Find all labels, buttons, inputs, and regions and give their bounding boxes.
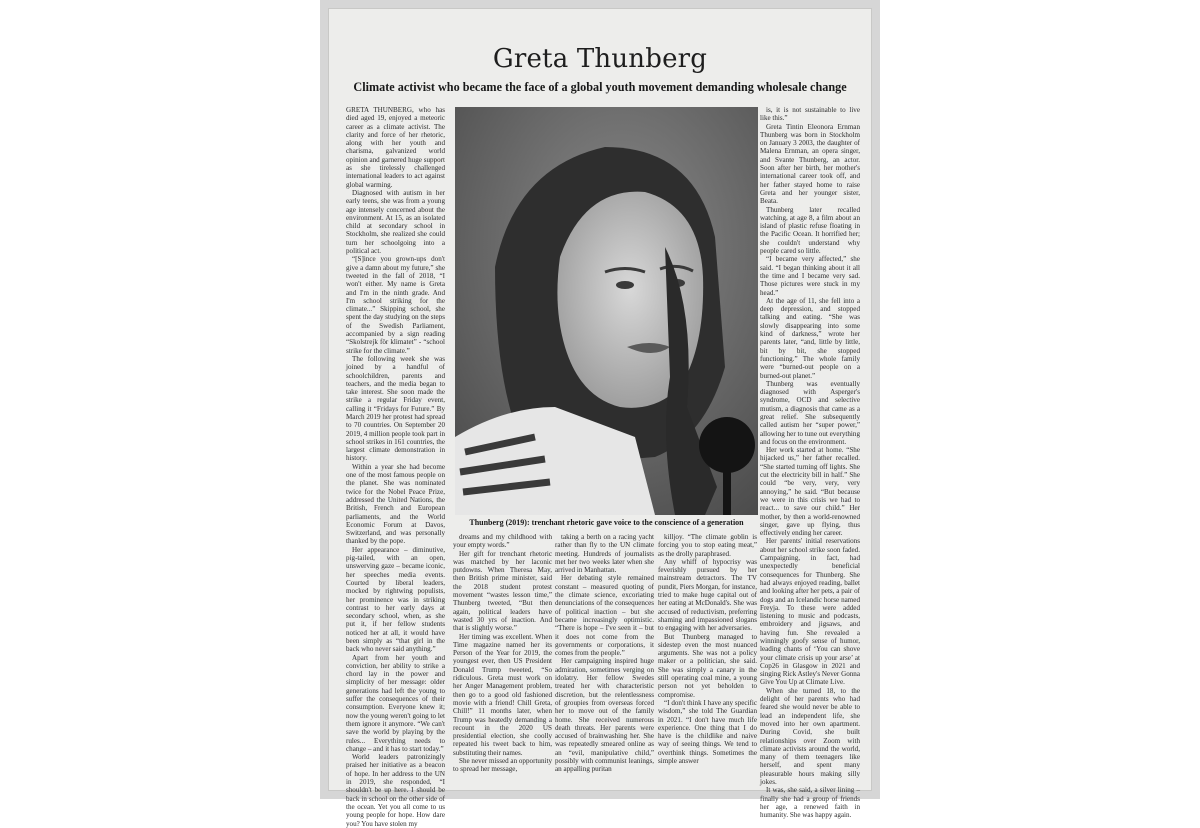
newspaper-page	[328, 8, 872, 828]
article-paragraph: But Thunberg managed to sidestep even the most nuanced arguments. She was not a policy maker or a politician, she said. She was simply a canary in the still operating coal mine, a young person not yet beholden to compromise.	[658, 632, 757, 699]
article-paragraph: Her parents' initial reservations about her school strike soon faded. Campaigning, in fact, had unexpectedly beneficial consequences for Thunberg. She had always enjoyed reading, ballet and looking after her pets, a pair of dogs and an Icelandic horse named Freyja. To these were added listening to music and podcasts, embroidery and jigsaws, and having fun. She revealed a winningly goofy sense of humor, leading chants of ‘You can shove your climate crisis up your arse’ at Cop26 in Glasgow in 2021 and singing Rick Astley's Never Gonna Give You Up at Climate Live.	[760, 537, 860, 687]
article-paragraph: The following week she was joined by a handful of schoolchildren, parents and teachers, and the media began to take interest. She soon made the strike a regular Friday event, calling it “Fridays for Future.” By March 2019 her protest had spread to 70 countries. On September 20 2019, 4 million people took part in school strikes in 161 countries, the largest climate demonstration in history.	[346, 354, 445, 463]
article-paragraph: “I don't think I have any specific wisdom,” she told The Guardian in 2021. “I don't have much life experience. One thing that I do have is the childlike and naive way of seeing things. We tend to overthink things. Sometimes the simple answer	[658, 698, 757, 766]
article-paragraph: Diagnosed with autism in her early teens, she was from a young age intensely concerned about the environment. At 15, as an isolated child at secondary school in Stockholm, she realized she could turn her schoolgoing into a political act.	[346, 188, 445, 256]
article-paragraph: “[S]ince you grown-ups don't give a damn about my future,” she tweeted in the fall of 2018, “I won't either. My name is Greta and I'm in the ninth grade. And I'm school striking for the climate...” Skipping school, she spent the day studying on the steps of the Swedish Parliament, accompanied by a sign reading “Skolstrejk för klimatet” - “school strike for the climate.”	[346, 255, 445, 355]
article-paragraph: World leaders patronizingly praised her initiative as a beacon of hope. In her address to the UN in 2019, she responded, “I shouldn't be up here. I should be back in school on the other side of the ocean. Yet you all come to us young people for hope. How dare you? You have stolen my	[346, 753, 445, 828]
article-paragraph: dreams and my childhood with your empty words.”	[453, 533, 552, 550]
article-paragraph: Thunberg later recalled watching, at age 8, a film about an island of plastic refuse floating in the Pacific Ocean. It horrified her; she couldn't understand why people cared so little.	[760, 205, 860, 256]
article-paragraph: Her debating style remained constant – measured quoting of the climate science, excoriating denunciations of the consequences of political inaction – but she became increasingly optimistic. “There is hope – I've seen it – but it does not come from the governments or corporations, it comes from the people.”	[555, 574, 654, 658]
article-paragraph: At the age of 11, she fell into a deep depression, and stopped talking and eating. “She was slowly disappearing into some kind of darkness,” wrote her parents later, “and, little by little, bit by bit, she stopped functioning.” The whole family were “burned-out people on a burned-out planet.”	[760, 296, 860, 380]
article-paragraph: Her timing was excellent. When Time magazine named her its Person of the Year for 2019, the youngest ever, then US President Donald Trump tweeted, “So ridiculous. Greta must work on her Anger Management problem, then go to a good old fashioned movie with a friend! Chill Greta, Chill!” 11 months later, when Trump was heatedly demanding a recount in the 2020 US presidential election, she coolly repeated his tweet back to him, substituting their names.	[453, 632, 552, 757]
article-paragraph: Her appearance – diminutive, pig-tailed, with an open, unswerving gaze – became iconic, her speeches media events. Courted by liberal leaders, mocked by rightwing populists, her prominence was in striking contrast to her early days at secondary school, when, as she put it, if her fellow students noticed her at all, it would have been simply as “that girl in the back who never said anything.”	[346, 545, 445, 654]
article-paragraph: killjoy. “The climate goblin is forcing you to stop eating meat,” as the drolly paraphrased.	[658, 533, 757, 558]
article-paragraph: Her campaigning inspired huge admiration, sometimes verging on idolatry. Her fellow Swedes treated her with characteristic discretion, but the relentlessness of groupies from overseas forced her to move out of the family home. She received numerous death threats. Her parents were accused of brainwashing her. She was repeatedly smeared online as an “evil, manipulative child,” possibly with communist leanings, an appalling puritan	[555, 657, 654, 774]
article-paragraph: taking a berth on a racing yacht rather than fly to the UN climate meeting. Hundreds of journalists met her two weeks later when she arrived in Manhattan.	[555, 533, 654, 575]
article-paragraph: Greta Tintin Eleonora Ernman Thunberg was born in Stockholm on January 3 2003, the daughter of Malena Ernman, an opera singer, and Svante Thunberg, an actor. Soon after her birth, her mother's international career took off, and her father stayed home to raise Greta and her younger sister, Beata.	[760, 122, 860, 206]
article-paragraph: “I became very affected,” she said. “I began thinking about it all the time and I became very sad. Those pictures were stuck in my head.”	[760, 255, 860, 297]
article-paragraph: When she turned 18, to the delight of her parents who had feared she would never be able to lead an independent life, she moved into her own apartment. During Covid, she built relationships over Zoom with climate activists around the world, many of them teenagers like herself, and spent many pleasurable hours making silly jokes.	[760, 686, 860, 787]
article-column-2	[453, 533, 552, 774]
article-headline: Greta Thunberg	[492, 44, 708, 74]
portrait-illustration	[455, 107, 758, 515]
photo-caption: Thunberg (2019): trenchant rhetoric gave voice to the conscience of a generation	[469, 518, 744, 527]
article-column-3	[555, 533, 654, 774]
article-column-4	[658, 533, 757, 766]
article-column-1	[346, 106, 445, 828]
article-paragraph: She never missed an opportunity to spread her message,	[453, 757, 552, 774]
article-paragraph: Thunberg was eventually diagnosed with Asperger's syndrome, OCD and selective mutism, a diagnosis that came as a great relief. She subsequently called autism her “super power,” allowing her to tune out everything and focus on the environment.	[760, 379, 860, 446]
picture-frame	[320, 0, 880, 828]
portrait-photo	[455, 107, 758, 515]
article-paragraph: Her work started at home. “She hijacked us,” her father recalled. “She started turning off lights. She cut the electricity bill in half.” She could “be very, very, very annoying,” he said. “But because we were in this crisis we had to react... to save our child.” Her mother, by then a world-renowned singer, gave up flying, thus effectively ending her career.	[760, 446, 860, 538]
article-paragraph: Within a year she had become one of the most famous people on the planet. She was nominated twice for the Nobel Peace Prize, addressed the United Nations, the British, French and European parliaments, and the World Economic Forum at Davos, Switzerland, and was personally thanked by the pope.	[346, 462, 445, 546]
article-column-5	[760, 106, 860, 820]
article-paragraph: Apart from her youth and conviction, her ability to strike a chord lay in the power and simplicity of her message: older generations had left the young to suffer the consequences of their consumption. Everyone knew it; now the young weren't going to let them ignore it anymore. “We can't save the world by playing by the rules... Everything needs to change – and it has to start today.”	[346, 653, 445, 753]
article-subhead: Climate activist who became the face of a global youth movement demanding wholesale change	[353, 80, 847, 94]
article-paragraph: Any whiff of hypocrisy was feverishly pursued by her mainstream detractors. The TV pundit, Piers Morgan, for instance, tried to make huge capital out of her eating at McDonald's. She was accused of reductivism, preferring shaming and impassioned slogans to engaging with her adversaries.	[658, 557, 757, 633]
article-paragraph: Her gift for trenchant rhetoric was matched by her laconic putdowns. When Theresa May, then British prime minister, said the 2018 student protest movement “wastes lesson time,” Thunberg tweeted, “But then again, political leaders have wasted 30 yrs of inaction. And that is slightly worse.”	[453, 549, 552, 633]
article-paragraph: GRETA THUNBERG, who has died aged 19, enjoyed a meteoric career as a climate activist. The clarity and force of her rhetoric, along with her youth and charisma, galvanized world opinion and garnered huge support as she tirelessly challenged international leaders to act against global warming.	[346, 106, 445, 189]
article-paragraph: It was, she said, a silver lining – finally she had a group of friends her age, a renewed faith in humanity. She was happy again.	[760, 786, 860, 820]
article-paragraph: is, it is not sustainable to live like this.”	[760, 106, 860, 123]
